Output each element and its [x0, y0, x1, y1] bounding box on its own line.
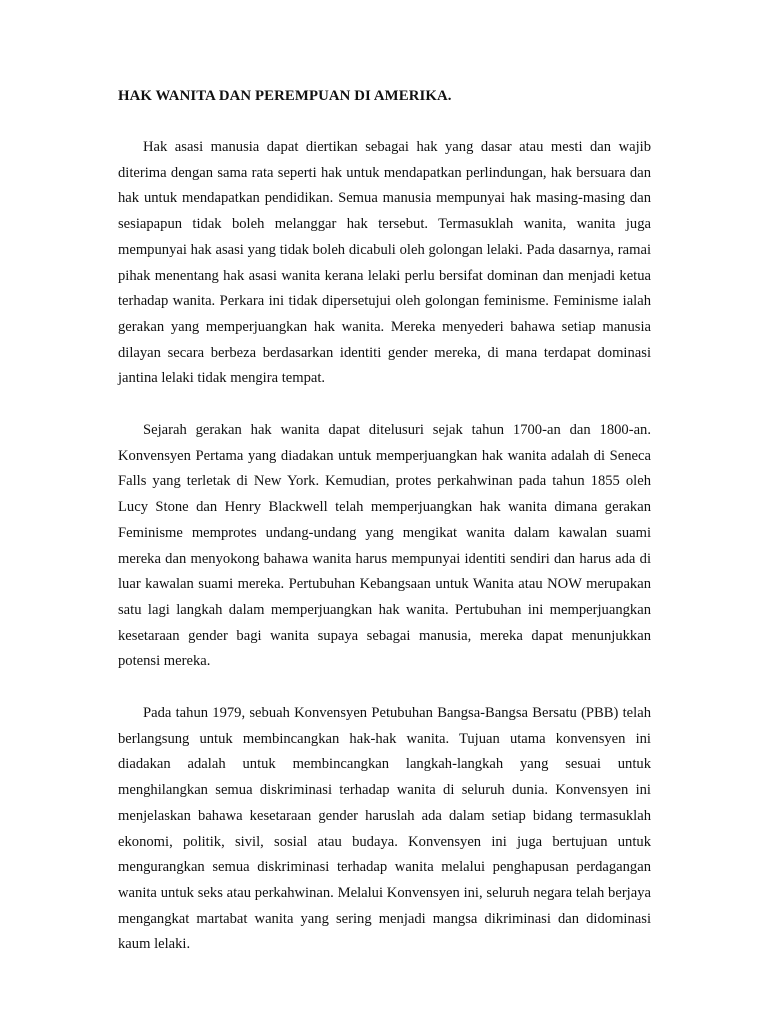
document-body — [118, 86, 651, 958]
paragraph-2: Sejarah gerakan hak wanita dapat ditelusuri sejak tahun 1700-an dan 1800-an. Konvensyen Pertama yang diadakan untuk memperjuangkan hak wanita adalah di Seneca Falls yang terletak di New York. Kemudian, protes perkahwinan pada tahun 1855 oleh Lucy Stone dan Henry Blackwell telah memperjuangkan hak wanita dimana gerakan Feminisme memprotes undang-undang yang mengikat wanita dalam kawalan suami mereka dan menyokong bahawa wanita harus mempunyai identiti sendiri dan harus ada di luar kawalan suami mereka. Pertubuhan Kebangsaan untuk Wanita atau NOW merupakan satu lagi langkah dalam memperjuangkan hak wanita. Pertubuhan ini memperjuangkan kesetaraan gender bagi wanita supaya sebagai manusia, mereka dapat menunjukkan potensi mereka. — [118, 422, 651, 670]
document-title: HAK WANITA DAN PEREMPUAN DI AMERIKA. — [118, 88, 452, 104]
paragraph-1: Hak asasi manusia dapat diertikan sebagai hak yang dasar atau mesti dan wajib diterima dengan sama rata seperti hak untuk mendapatkan perlindungan, hak bersuara dan hak untuk mendapatkan pendidikan. Semua manusia mempunyai hak masing-masing dan sesiapapun tidak boleh melanggar hak tersebut. Termasuklah wanita, wanita juga mempunyai hak asasi yang tidak boleh dicabuli oleh golongan lelaki. Pada dasarnya, ramai pihak menentang hak asasi wanita kerana lelaki perlu bersifat dominan dan menjadi ketua terhadap wanita. Perkara ini tidak dipersetujui oleh golongan feminisme. Feminisme ialah gerakan yang memperjuangkan hak wanita. Mereka menyederi bahawa setiap manusia dilayan secara berbeza berdasarkan identiti gender mereka, di mana terdapat dominasi jantina lelaki tidak mengira tempat. — [118, 139, 651, 387]
paragraph-3: Pada tahun 1979, sebuah Konvensyen Petubuhan Bangsa-Bangsa Bersatu (PBB) telah berlangsung untuk membincangkan hak-hak wanita. Tujuan utama konvensyen ini diadakan adalah untuk membincangkan langkah-langkah yang sesuai untuk menghilangkan semua diskriminasi terhadap wanita di seluruh dunia. Konvensyen ini menjelaskan bahawa kesetaraan gender haruslah ada dalam setiap bidang termasuklah ekonomi, politik, sivil, sosial atau budaya. Konvensyen ini juga bertujuan untuk mengurangkan semua diskriminasi terhadap wanita melalui penghapusan perdagangan wanita untuk seks atau perkahwinan. Melalui Konvensyen ini, seluruh negara telah berjaya mengangkat martabat wanita yang sering menjadi mangsa dikriminasi dan didominasi kaum lelaki. — [118, 705, 651, 953]
